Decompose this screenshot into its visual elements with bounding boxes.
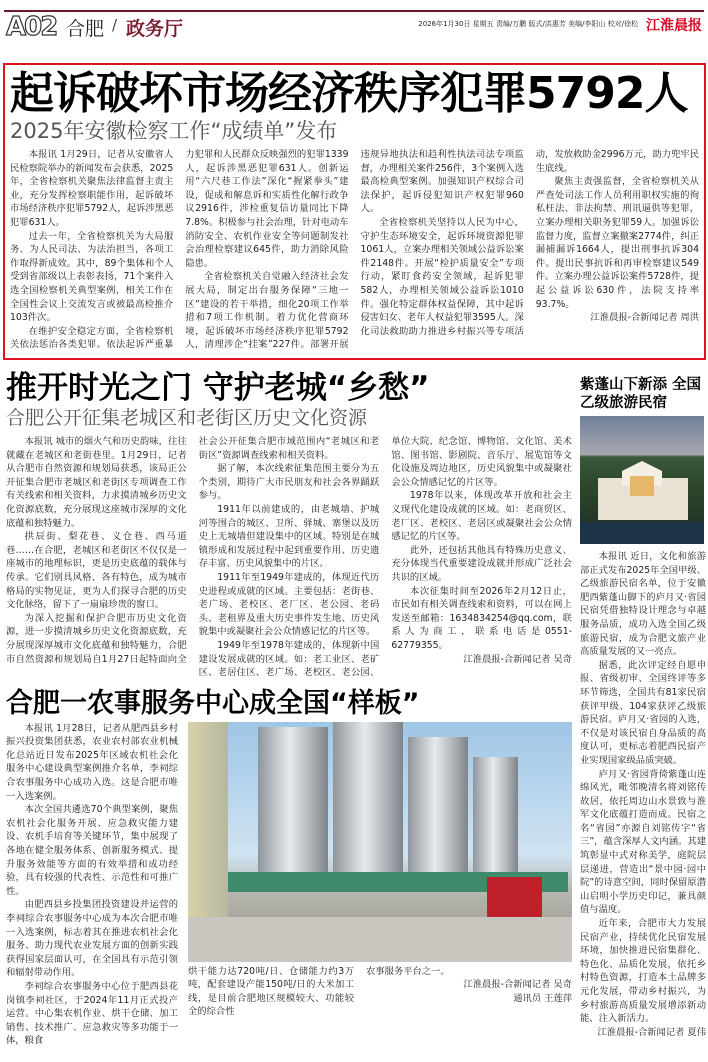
grain-silo-photo — [188, 722, 572, 962]
paragraph: 1911年至1949年建成的，体现近代历史进程或成就的区域。主要包括：老街巷、老广场、老校区、老厂区、老公园、老码头、老租界及重大历史事件发生地、历史风貌集中或凝聚社会公众情感记忆的片区等。 — [198, 571, 380, 638]
story3-headline: 合肥一农事服务中心成全国“样板” — [6, 687, 420, 719]
page-number: A02 — [6, 12, 57, 42]
header-rule — [4, 10, 704, 12]
guesthouse-photo — [580, 416, 704, 544]
byline: 江淮晨报-合新闻记者 夏伟 — [597, 1026, 706, 1038]
paragraph: 本报讯 城市的烟火气和历史韵味，往往就藏在老城区和老街巷里。1月29日，记者从合肥市自然资源和规划局获悉，该局正公开征集合肥市老城区和老街区专项调查工作有关线索和相关资料，力求摸清城乡历史文化资源底数，充分展现这座城市深厚的文化底蕴和独特魅力。 — [6, 436, 187, 529]
section-name: 政务厅 — [126, 18, 184, 40]
paragraph: 本次全国共遴选70个典型案例，聚焦农机社会化服务开展、应急救灾能力建设、农机手培育等关键环节，集中展现了各地在健全服务体系、创新服务模式、提升服务效能等方面的有效举措和成功经验，具有较强的代表性、示范性和可推广性。 — [6, 804, 178, 897]
story3-layout — [6, 722, 572, 1048]
paragraph: 拱辰街、梨花巷、义仓巷、西马道巷……在合肥，老城区和老街区不仅仅是一座城市的地理标识，更是历史底蕴的载体与传承。它们别具风格、各有特色，成为城市格局的实物见证，更为人们探寻合肥的历史文化脉络，留下了一扇扇珍贵的窗口。 — [6, 531, 187, 611]
paragraph: 本次征集时间至2026年2月12日止，市民如有相关调查线索和资料，可以在网上发送至邮箱：1634834254@qq.com，联系人为商工，联系电话是0551-62779355。 — [391, 585, 572, 651]
paragraph: 1949年至1978年建成的，体现新中国建设发展成就的区域。如：老工业区、老矿区、老居住区、老广场、老校区、老公园、单位大院、纪念馆、博物馆、文化馆、美术馆、图书馆、影剧院、音乐厅、展览馆等文化设施及周边地区，历史风貌集中或凝聚社会公众情感记忆的片区等。 — [198, 436, 572, 679]
lead-story-frame — [3, 63, 706, 360]
paragraph: 本报讯 近日，文化和旅游部正式发布2025年全国甲级、乙级旅游民宿名单，位于安徽肥西紫蓬山脚下的庐月又·省园民宿凭借独特设计理念与卓越服务品质，成功入选全国乙级旅游民宿，成为合肥文旅产业高质量发展的又一亮点。 — [580, 551, 706, 658]
lower-left-area — [6, 370, 572, 1048]
byline: 江淮晨报-合新闻记者 吴奇 — [463, 979, 572, 991]
paragraph: 据了解，本次线索征集范围主要分为五个类别，期待广大市民朋友和社会各界踊跃参与。 — [198, 463, 380, 502]
paragraph: 据悉，此次评定经自愿申报、省级初审、全国终评等多环节筛选，全国共有81家民宿获评甲级、104家获评乙级旅游民宿。庐月又·省园的入选，不仅是对该民宿自身品质的高度认可，更标志着肥西民宿产业实现国家级品质突破。 — [580, 659, 706, 766]
paragraph: 此外，还包括其他具有特殊历史意义、充分体现当代重要建设成就并形成广泛社会共识的区域。 — [391, 544, 572, 583]
paragraph: 农事服务平台之一。 — [366, 965, 450, 977]
byline: 江淮晨报-合新闻记者 周洪 — [590, 312, 699, 324]
paragraph: 全省检察机关坚持以人民为中心，守护生态环境安全，起诉环境资源犯罪1061人，立案办理相关领域公益诉讼案件2148件。开展“检护质量安全”专项行动，紧盯食药安全领域，起诉犯罪582人，办理相关领域公益诉讼1010件。强化特定群体权益保障，其中起诉侵害妇女、老年人权益犯罪3595人。深化司法救助助力推进乡村振兴等专项活动，发放救助金2996万元，助力兜牢民生底线。 — [360, 149, 699, 337]
paragraph: 在维护安全稳定方面，全省检察机关依法惩治各类犯罪。依法起诉严重暴力犯罪和人民群众反映强烈的犯罪1339人，起诉涉黑恶犯罪631人。创新运用“六尺巷工作法”深化“握紧拳头”建设，促成和解息诉和实质性化解行政争议2916件，涉检重复信访量同比下降7.8%。积极参与社会治理，针对电动车消防安全、农机作业安全等问题制发社会治理检察建议645件，助力消除风险隐患。 — [10, 149, 349, 351]
paragraph: 庐月又·省园背倚紫蓬山连绵风光，毗邻晚清名将刘铭传故居，依托周边山水景致与淮军文化底蕴打造而成。民宿之名“省园”亦源自刘铭传字“省三”，蕴含深厚人文内涵。其建筑彰显中式对称美学，庭院层层递进，营造出“景中园·园中院”的诗意空间，同时保留原潜山启明小学历史印记，兼具颜值与温度。 — [580, 768, 706, 916]
paragraph: 全省检察机关自觉融入经济社会发展大局，制定出台服务保障“三地一区”建设的若干举措，细化20项工作举措和7项工作机制。着力优化营商环境，起诉破坏市场经济秩序犯罪5792人，清理涉企“挂案”227件。部署开展违规异地执法和趋利性执法司法专项监督，办理相关案件256件，3个案例入选最高检典型案例。加强知识产权综合司法保护，起诉侵犯知识产权犯罪960人。 — [185, 149, 524, 351]
story2-headline: 推开时光之门 守护老城“乡愁” — [6, 370, 430, 406]
story3-body-end — [366, 965, 572, 1019]
paragraph: 近年来，合肥市大力发展民宿产业，持续优化民宿发展环境，加快推进民宿集群化、特色化、品质化发展，依托乡村特色资源，打造本土品牌多元化发展，带动乡村振兴，为乡村旅游高质量发展增添新动能、注入新活力。 — [580, 918, 706, 1025]
lead-body — [10, 148, 699, 352]
byline: 江淮晨报-合新闻记者 吴奇 — [463, 653, 572, 665]
paragraph: 烘干能力达720吨/日、仓储能力约3万吨，配套建设产能150吨/日的大米加工线，是目前合肥地区规模较大、功能较全的综合性 — [188, 965, 354, 1018]
paragraph: 1911年以前建成的，由老城墙、护城河等围合的城区、卫所、驿城、寨堡以及历史上无城墙但建设集中的区域。特别是在城镇形成和发展过程中起到重要作用、历史遗存丰富、历史风貌集中的片区。 — [198, 503, 380, 570]
lead-subtitle: 2025年安徽检察工作“成绩单”发布 — [10, 119, 338, 143]
story2-subtitle: 合肥公开征集老城区和老街区历史文化资源 — [6, 407, 368, 429]
paragraph: 为深入挖掘和保护合肥市历史文化资源，进一步摸清城乡历史文化资源底数，充分展现深厚城市文化底蕴和独特魅力，合肥市自然资源和规划局自1月27日起特面向全社会公开征集合肥市域范围内“老城区和老街区”资源调查线索和相关资料。 — [6, 436, 380, 665]
paragraph: 由肥西县乡投集团投资建设并运营的李祠综合农事服务中心成为本次合肥市唯一入选案例，标志着其在推进农机社会化服务、助力现代农业发展方面的创新实践获得国家层面认可，在全国具有示范引领和辐射带动作用。 — [6, 899, 178, 979]
paragraph: 本报讯 1月28日，记者从肥西县乡村振兴投资集团获悉，农业农村部农业机械化总站近日发布2025年区域农机社会化服务中心建设典型案例推介名单，李祠综合农事服务中心成功入选。这是合肥市唯一入选案例。 — [6, 722, 178, 802]
byline-correspondent: 通讯员 王莲萍 — [513, 992, 572, 1004]
paragraph: 过去一年，全省检察机关为大局服务、为人民司法、为法治担当，各项工作取得新成效。其中，89个集体和个人受到省部级以上表彰表扬，71个案件入选全国检察机关典型案例，相关工作在全国性会议上交流发言或被最高检推介103件次。 — [10, 230, 174, 324]
sidebar — [580, 376, 706, 1039]
story3-body — [6, 722, 178, 1048]
story3-continuation — [188, 965, 572, 1019]
lead-headline: 起诉破坏市场经济秩序犯罪5792人 — [10, 68, 688, 119]
paragraph: 1978年以来，体现改革开放和社会主义现代化建设成就的区域。如：老商贸区、老厂区、老校区、老居区或凝聚社会公众情感记忆的片区等。 — [391, 490, 572, 543]
story3-right — [188, 722, 572, 1048]
paragraph: 李祠综合农事服务中心位于肥西县花岗镇李祠社区，于2024年11月正式投产运营。中心集农机作业、烘干仓储、加工销售、技术推广、应急救灾等多功能于一体，粮食 — [6, 980, 178, 1047]
newspaper-logo: 江淮晨报 — [646, 18, 702, 34]
sidebar-headline: 紫蓬山下新添 全国乙级旅游民宿 — [580, 377, 702, 411]
sidebar-body — [580, 550, 706, 1039]
city-label: 合肥 — [66, 18, 105, 40]
separator: / — [112, 16, 118, 34]
story3-body-continued — [188, 965, 354, 1019]
paragraph: 聚焦主责强监督，全省检察机关从严查处司法工作人员利用职权实施的徇私枉法、非法拘禁、刑讯逼供等犯罪，立案办理相关职务犯罪59人。加强诉讼监督力度，监督立案撤案2774件，纠正漏捕漏诉1664人，提出刑事抗诉304件。提出民事抗诉和再审检察建议549件。立案办理公益诉讼案件5728件，提起公益诉讼630件，法院支持率93.7%。 — [535, 176, 699, 310]
paragraph: 本报讯 1月29日，记者从安徽省人民检察院举办的新闻发布会获悉，2025年，全省检察机关聚焦法律监督主责主业，充分发挥检察职能作用，起诉破坏市场经济秩序犯罪5792人，起诉涉黑恶犯罪631人。 — [10, 149, 174, 228]
story2-body — [6, 435, 572, 680]
issue-meta: 2026年1月30日 星期五 责编/万鹏 版式/洪惠芳 美编/李阳山 校对/徐松 — [418, 20, 638, 28]
